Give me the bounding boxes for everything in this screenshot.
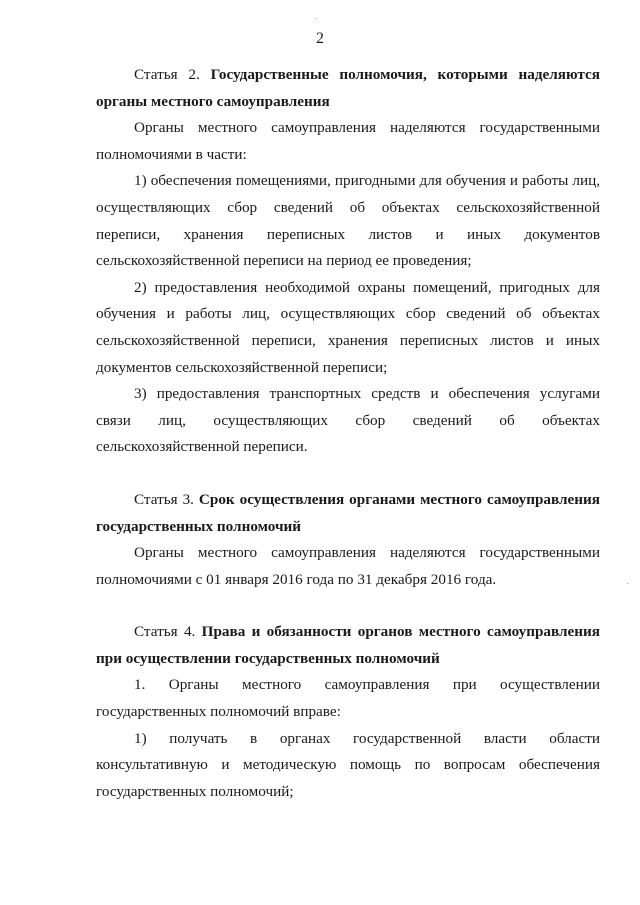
document-body bbox=[96, 62, 600, 805]
article-4 bbox=[96, 619, 600, 805]
article-2 bbox=[96, 62, 600, 461]
paragraph: Органы местного самоуправления наделяются государственными полномочиями с 01 января 2016 года по 31 декабря 2016 года. bbox=[96, 544, 600, 588]
scan-speck bbox=[627, 583, 628, 584]
article-title: Государственные полномочия, которыми наделяются органы местного самоуправления bbox=[96, 66, 601, 110]
list-item: 1) получать в органах государственной власти области консультативную и методическую помощь по вопросам обеспечения государственных полномочий; bbox=[96, 729, 600, 800]
article-heading bbox=[96, 619, 600, 672]
article-heading bbox=[96, 62, 600, 115]
article-3 bbox=[96, 487, 600, 593]
section-gap bbox=[96, 593, 600, 619]
article-title: Права и обязанности органов местного самоуправления при осуществлении государственных полномочий bbox=[96, 623, 601, 667]
list-item: 2) предоставления необходимой охраны помещений, пригодных для обучения и работы лиц, осуществляющих сбор сведений об объектах сельскохозяйственной переписи, хранения переписных листов и иных документов сельскохозяйственной переписи; bbox=[96, 278, 600, 376]
article-label: Статья 2. bbox=[134, 66, 211, 83]
paragraph: 1. Органы местного самоуправления при осуществлении государственных полномочий вправе: bbox=[96, 676, 600, 721]
article-heading bbox=[96, 487, 600, 540]
article-label: Статья 3. bbox=[134, 490, 199, 508]
page-number: 2 bbox=[316, 30, 324, 47]
scan-speck bbox=[316, 18, 317, 19]
list-item: 3) предоставления транспортных средств и обеспечения услугами связи лиц, осуществляющих сбор сведений об объектах сельскохозяйственной переписи. bbox=[96, 385, 600, 456]
list-item: 1) обеспечения помещениями, пригодными для обучения и работы лиц, осуществляющих сбор сведений об объектах сельскохозяйственной переписи, хранения переписных листов и иных документов сельскохозяйственной переписи на период ее проведения; bbox=[96, 172, 600, 270]
article-label: Статья 4. bbox=[134, 623, 202, 641]
article-title: Срок осуществления органами местного самоуправления государственных полномочий bbox=[96, 490, 600, 535]
section-gap bbox=[96, 461, 600, 487]
paragraph: Органы местного самоуправления наделяются государственными полномочиями в части: bbox=[96, 119, 600, 163]
